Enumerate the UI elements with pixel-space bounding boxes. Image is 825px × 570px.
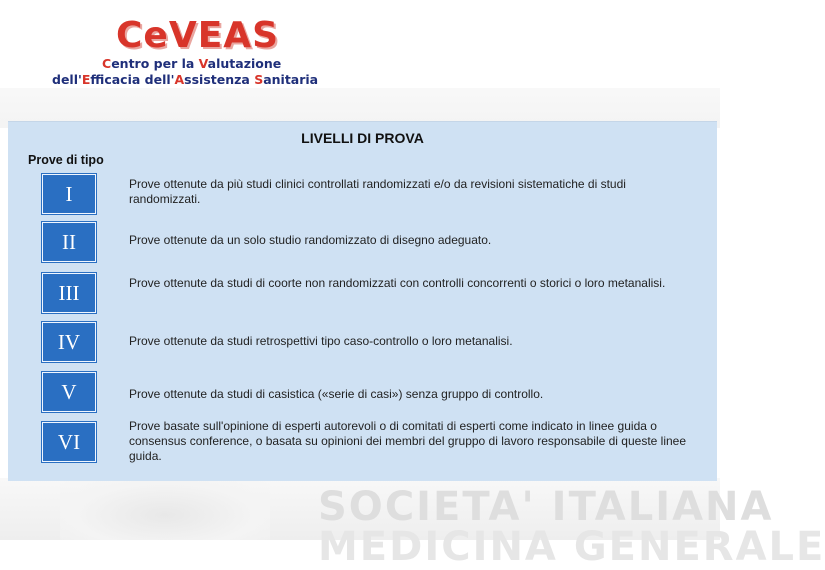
level-description: Prove ottenute da più studi clinici controllati randomizzati e/o da revisioni sistematiche di studi randomizzati.	[129, 177, 626, 206]
level-description: Prove ottenute da studi retrospettivi tipo caso-controllo o loro metanalisi.	[129, 334, 513, 348]
society-seal-watermark	[60, 478, 270, 540]
level-description: Prove ottenute da studi di coorte non randomizzati con controlli concorrenti o storici o loro metanalisi.	[129, 276, 666, 290]
society-watermark-line1: SOCIETA' ITALIANA	[318, 484, 774, 530]
level-badge: V	[42, 372, 96, 412]
society-watermark-line2: MEDICINA GENERALE	[318, 524, 825, 570]
evidence-levels-panel	[8, 121, 717, 481]
level-badge: IV	[42, 322, 96, 362]
logo-subtitle-line2: dell'Efficacia dell'Assistenza Sanitaria	[52, 72, 319, 87]
level-description: Prove basate sull'opinione di esperti autorevoli o di comitati di esperti come indicato in linee guida o consensus conference, o basata su opinioni dei membri del gruppo di lavoro responsabile di queste linee guida.	[129, 419, 687, 463]
panel-title: LIVELLI DI PROVA	[301, 130, 424, 146]
logo-subtitle-line1: Centro per la Valutazione	[102, 56, 282, 71]
logo-subtitle	[52, 56, 318, 88]
level-badge: I	[42, 174, 96, 214]
ceveas-logo	[52, 16, 318, 88]
level-badge: VI	[42, 422, 96, 462]
level-description: Prove ottenute da studi di casistica («serie di casi») senza gruppo di controllo.	[129, 387, 544, 401]
level-badge: II	[42, 222, 96, 262]
level-badge: III	[42, 273, 96, 313]
column-header: Prove di tipo	[28, 153, 104, 167]
level-description: Prove ottenute da un solo studio randomizzato di disegno adeguato.	[129, 233, 492, 247]
logo-wordmark: CeVEAS	[116, 15, 280, 56]
